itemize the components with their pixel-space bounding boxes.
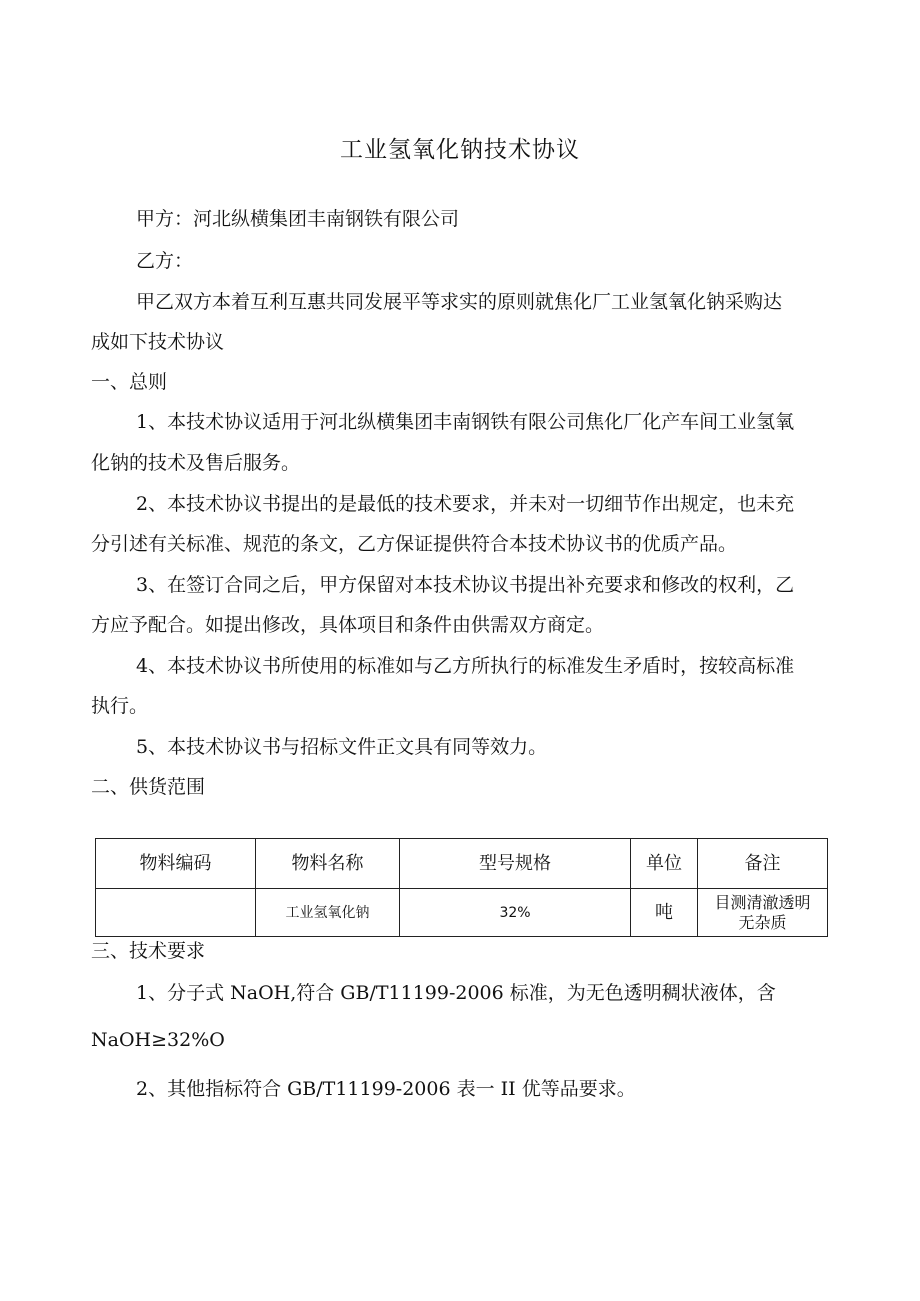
remarks-line-1: 目测清澈透明 bbox=[714, 892, 811, 912]
requirement-2: 2、其他指标符合 GB/T11199-2006 表一 II 优等品要求。 bbox=[136, 1078, 636, 1100]
clause-4-line-1: 4、本技术协议书所使用的标准如与乙方所执行的标准发生矛盾时，按较高标准 bbox=[136, 655, 795, 677]
header-model-spec: 型号规格 bbox=[400, 839, 631, 889]
party-a: 甲方：河北纵横集团丰南钢铁有限公司 bbox=[136, 208, 460, 230]
clause-2-line-2: 分引述有关标准、规范的条文，乙方保证提供符合本技术协议书的优质产品。 bbox=[91, 533, 738, 555]
header-remarks: 备注 bbox=[698, 839, 828, 889]
header-unit: 单位 bbox=[631, 839, 698, 889]
intro-line-1: 甲乙双方本着互利互惠共同发展平等求实的原则就焦化厂工业氢氧化钠采购达 bbox=[136, 291, 783, 313]
cell-remarks bbox=[698, 889, 828, 937]
supply-table bbox=[95, 838, 828, 937]
requirement-1-line-1: 1、分子式 NaOH,符合 GB/T11199-2006 标准，为无色透明稠状液体，含 bbox=[136, 982, 776, 1004]
intro-line-2: 成如下技术协议 bbox=[91, 331, 225, 353]
section-2-heading: 二、供货范围 bbox=[91, 776, 206, 798]
clause-3-line-1: 3、在签订合同之后，甲方保留对本技术协议书提出补充要求和修改的权利，乙 bbox=[136, 574, 795, 596]
clause-5-line-1: 5、本技术协议书与招标文件正文具有同等效力。 bbox=[136, 736, 548, 758]
party-b: 乙方： bbox=[136, 250, 194, 272]
header-material-name: 物料名称 bbox=[256, 839, 400, 889]
section-1-heading: 一、总则 bbox=[91, 371, 168, 393]
remarks-line-2: 无杂质 bbox=[738, 912, 787, 932]
requirement-1-line-2: NaOH≥32%O bbox=[91, 1029, 225, 1051]
clause-1-line-2: 化钠的技术及售后服务。 bbox=[91, 452, 301, 474]
header-material-code: 物料编码 bbox=[96, 839, 256, 889]
cell-model-spec: 32% bbox=[400, 889, 631, 937]
cell-unit: 吨 bbox=[631, 889, 698, 937]
section-3-heading: 三、技术要求 bbox=[91, 940, 206, 962]
table-row bbox=[96, 889, 828, 937]
document-title: 工业氢氧化钠技术协议 bbox=[340, 137, 580, 163]
table-header-row bbox=[96, 839, 828, 889]
cell-material-name: 工业氢氧化钠 bbox=[256, 889, 400, 937]
clause-3-line-2: 方应予配合。如提出修改，具体项目和条件由供需双方商定。 bbox=[91, 614, 605, 636]
clause-2-line-1: 2、本技术协议书提出的是最低的技术要求，并未对一切细节作出规定，也未充 bbox=[136, 493, 795, 515]
cell-material-code bbox=[96, 889, 256, 937]
clause-4-line-2: 执行。 bbox=[91, 695, 149, 717]
clause-1-line-1: 1、本技术协议适用于河北纵横集团丰南钢铁有限公司焦化厂化产车间工业氢氧 bbox=[136, 411, 795, 433]
